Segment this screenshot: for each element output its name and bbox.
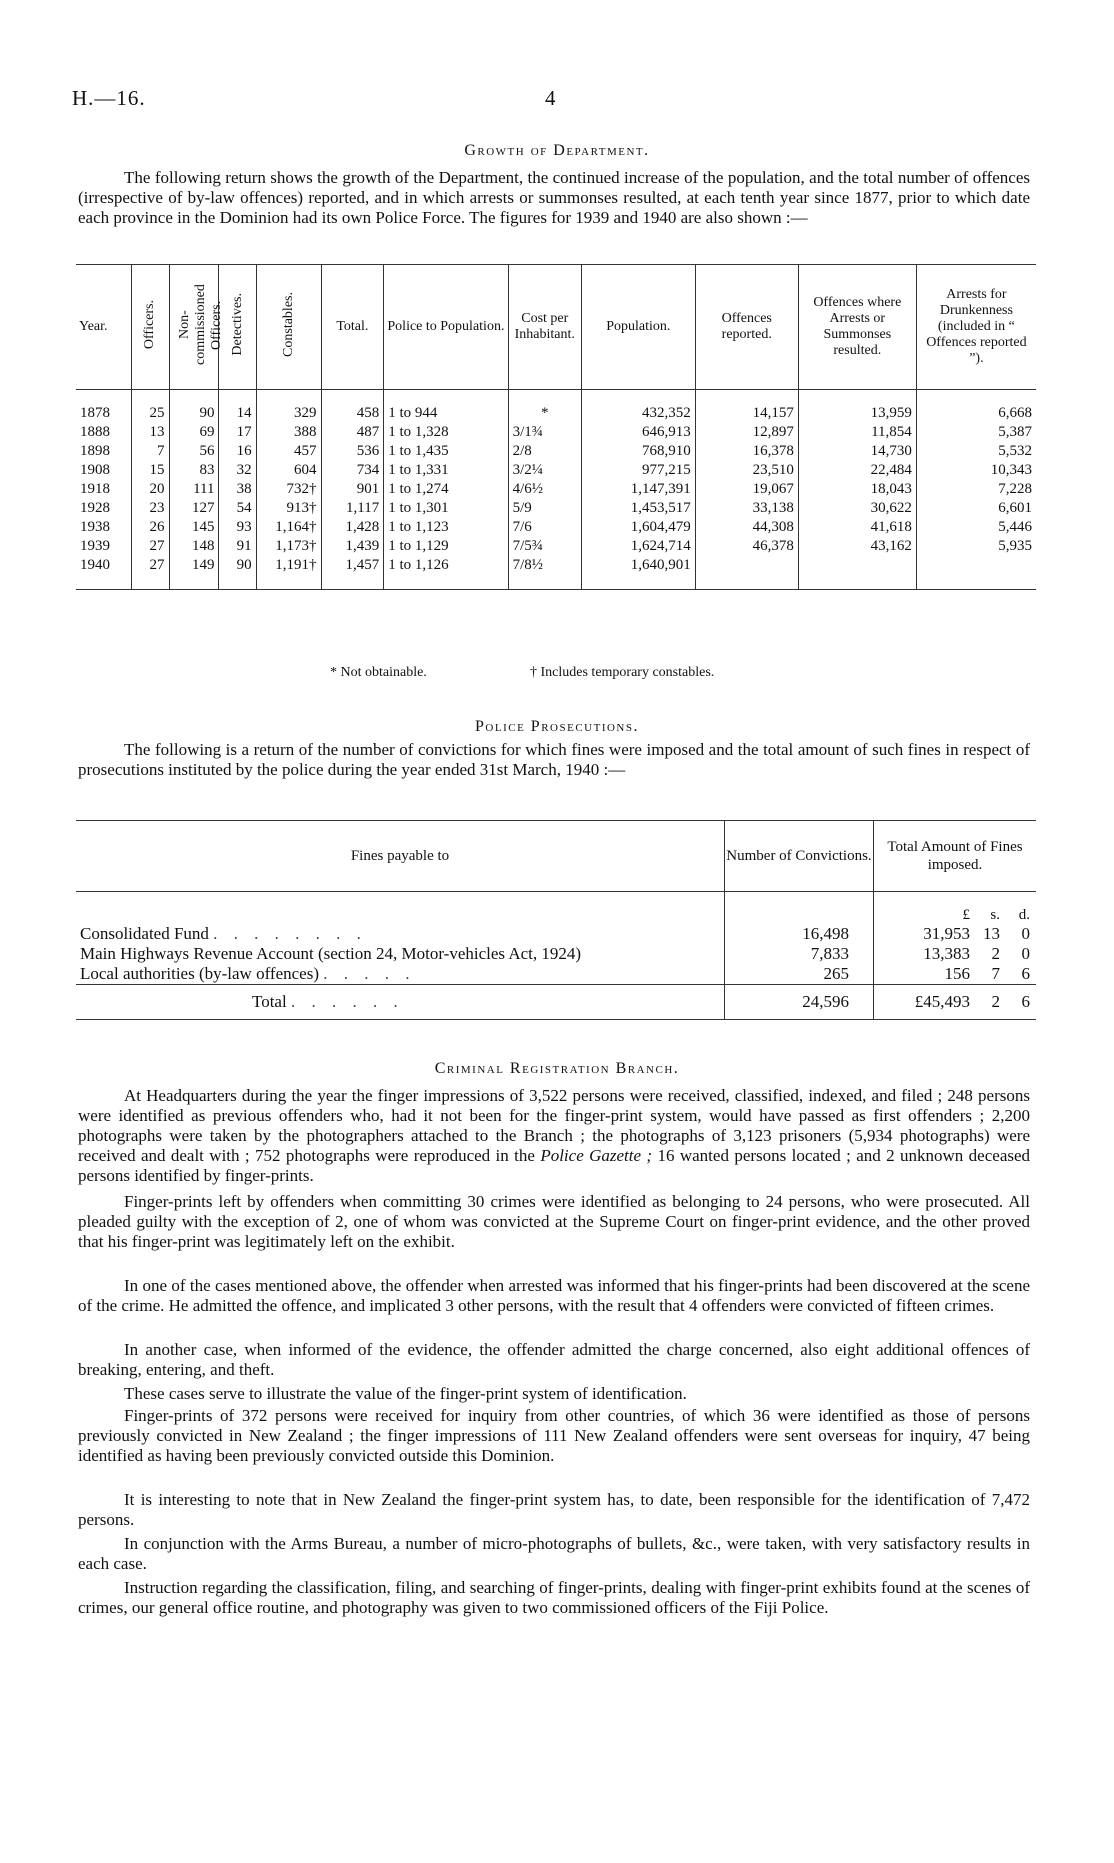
col-fines-payable: Fines payable to	[76, 821, 725, 892]
currency-units-row: £ s. d.	[76, 892, 1036, 925]
growth-table-header	[76, 265, 1036, 390]
col-total: Total.	[321, 265, 384, 390]
table-row: 1940 27 149 90 1,191† 1,457 1 to 1,126 7/8½ 1,640,901	[76, 556, 1036, 590]
table-row: 1888 13 69 17 388 487 1 to 1,328 3/1¾ 646,913 12,897 11,854 5,387	[76, 423, 1036, 442]
fines-total-row: Total . . . . . . 24,596 £45,493 2 6	[76, 985, 1036, 1020]
growth-intro: The following return shows the growth of the Department, the continued increase of the population, and the total number of offences (irrespective of by-law offences) reported, and in which arrests or summonses resulted, at each tenth year since 1877, prior to which date each province in the Dominion had its own Police Force. The figures for 1939 and 1940 are also shown :—	[78, 168, 1030, 227]
fines-table	[76, 820, 1036, 1020]
prosecutions-intro: The following is a return of the number of convictions for which fines were imposed and the total amount of such fines in respect of prosecutions instituted by the police during the year ended 31st March, 1940 :—	[78, 740, 1030, 779]
cr-paragraph-2: Finger-prints left by offenders when committing 30 crimes were identified as belonging to 24 persons, who were prosecuted. All pleaded guilty with the exception of 2, one of whom was convicted at the Supreme Court on finger-print evidence, and the other proved that his finger-print was legitimately left on the exhibit.	[78, 1192, 1030, 1251]
col-number-convictions: Number of Convictions.	[725, 821, 874, 892]
col-detectives: Detectives.	[219, 265, 256, 390]
col-constables: Constables.	[256, 265, 321, 390]
table-row: Local authorities (by-law offences) . . . . . 265 156 7 6	[76, 964, 1036, 985]
cr-paragraph-9: Instruction regarding the classification, filing, and searching of finger-prints, dealing with finger-print exhibits found at the scenes of crimes, our general office routine, and photography was given to two commissioned officers of the Fiji Police.	[78, 1578, 1030, 1617]
table-row: 1908 15 83 32 604 734 1 to 1,331 3/2¼ 977,215 23,510 22,484 10,343	[76, 461, 1036, 480]
fines-table-header	[76, 821, 1036, 892]
growth-heading: Growth of Department.	[464, 142, 650, 159]
cr-paragraph-4: In another case, when informed of the evidence, the offender admitted the charge concerned, also eight additional offences of breaking, entering, and theft.	[78, 1340, 1030, 1379]
cr-paragraph-3: In one of the cases mentioned above, the offender when arrested was informed that his finger-prints had been discovered at the scene of the crime. He admitted the offence, and implicated 3 other persons, with the result that 4 offenders were convicted of fifteen crimes.	[78, 1276, 1030, 1315]
criminal-registration-heading: Criminal Registration Branch.	[434, 1060, 680, 1077]
table-row: 1878 25 90 14 329 458 1 to 944 * 432,352 14,157 13,959 6,668	[76, 390, 1036, 424]
table-row: 1928 23 127 54 913† 1,117 1 to 1,301 5/9 1,453,517 33,138 30,622 6,601	[76, 499, 1036, 518]
col-police-to-population: Police to Population.	[384, 265, 508, 390]
table-row: Main Highways Revenue Account (section 24, Motor-vehicles Act, 1924) 7,833 13,383 2 0	[76, 944, 1036, 964]
cr-paragraph-5: These cases serve to illustrate the value of the finger-print system of identification.	[124, 1384, 687, 1403]
col-drunkenness: Arrests for Drunkenness (included in “ Offences reported ”).	[926, 287, 1027, 366]
col-offences-reported: Offences reported.	[695, 265, 798, 390]
col-offences-arrests: Offences where Arrests or Summonses resulted.	[798, 265, 916, 390]
growth-table	[76, 264, 1036, 590]
col-total-amount: Total Amount of Fines imposed.	[887, 839, 1023, 873]
table-row: 1938 26 145 93 1,164† 1,428 1 to 1,123 7/6 1,604,479 44,308 41,618 5,446	[76, 518, 1036, 537]
footnote-temporary-constables: † Includes temporary constables.	[530, 665, 715, 680]
document-reference: H.—16.	[72, 86, 146, 110]
cr-paragraph-1: At Headquarters during the year the finger impressions of 3,522 persons were received, classified, indexed, and filed ; 248 persons were identified as previous offenders who, had it not been for the finger-print system, would have passed as first offenders ; 2,200 photographs were taken by the photographers attached to the Branch ; the photographs of 3,123 prisoners (5,934 photographs) were received and dealt with ; 752 photographs were reproduced in the Police Gazette ; 16 wanted persons located ; and 2 unknown deceased persons identified by finger-prints.	[78, 1086, 1031, 1185]
col-officers: Officers.	[132, 265, 169, 390]
prosecutions-heading: Police Prosecutions.	[475, 718, 639, 735]
col-cost-per-inhabitant: Cost per Inhabitant.	[508, 265, 581, 390]
table-row: 1918 20 111 38 732† 901 1 to 1,274 4/6½ 1,147,391 19,067 18,043 7,228	[76, 480, 1036, 499]
cr-paragraph-8: In conjunction with the Arms Bureau, a number of micro-photographs of bullets, &c., were taken, with very satisfactory results in each case.	[78, 1534, 1030, 1573]
table-row: 1939 27 148 91 1,173† 1,439 1 to 1,129 7/5¾ 1,624,714 46,378 43,162 5,935	[76, 537, 1036, 556]
cr-paragraph-7: It is interesting to note that in New Zealand the finger-print system has, to date, been responsible for the identification of 7,472 persons.	[78, 1490, 1030, 1529]
col-year: Year.	[76, 265, 132, 390]
footnote-not-obtainable: * Not obtainable.	[330, 665, 427, 680]
table-row: 1898 7 56 16 457 536 1 to 1,435 2/8 768,910 16,378 14,730 5,532	[76, 442, 1036, 461]
table-row: Consolidated Fund . . . . . . . . 16,498 31,953 13 0	[76, 924, 1036, 944]
cr-paragraph-6: Finger-prints of 372 persons were received for inquiry from other countries, of which 36 were identified as those of persons previously convicted in New Zealand ; the finger impressions of 111 New Zealand offenders were sent overseas for inquiry, 47 being identified as having been previously convicted outside this Dominion.	[78, 1406, 1030, 1465]
col-nco: Non-commissioned Officers.	[169, 265, 219, 390]
page-number: 4	[545, 86, 556, 110]
col-population: Population.	[581, 265, 695, 390]
